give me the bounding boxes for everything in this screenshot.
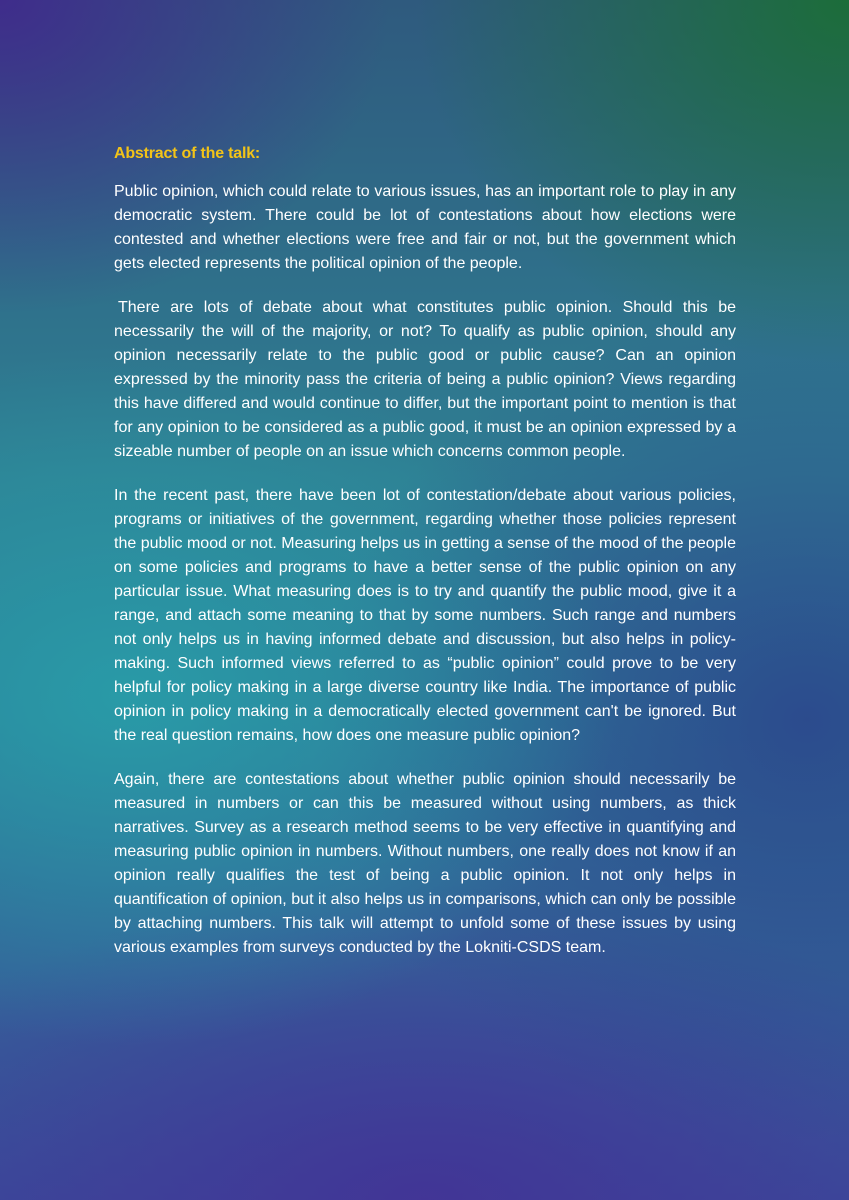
abstract-paragraph-1: Public opinion, which could relate to various issues, has an important role to play in any democratic system. There could be lot of contestations about how elections were contested and whether elections were free and fair or not, but the government which gets elected represents the political opinion of the people. xyxy=(114,183,736,272)
abstract-heading: Abstract of the talk: xyxy=(114,145,261,162)
abstract-paragraph-4: Again, there are contestations about whether public opinion should necessarily be measured in numbers or can this be measured without using numbers, as thick narratives. Survey as a research method seems to be very effective in quantifying and measuring public opinion in numbers. Without numbers, one really does not know if an opinion really qualifies the test of being a public opinion. It not only helps in quantification of opinion, but it also helps us in comparisons, which can only be possible by attaching numbers. This talk will attempt to unfold some of these issues by using various examples from surveys conducted by the Lokniti-CSDS team. xyxy=(114,771,736,956)
abstract-paragraph-2: There are lots of debate about what constitutes public opinion. Should this be necessarily the will of the majority, or not? To qualify as public opinion, should any opinion necessarily relate to the public good or public cause? Can an opinion expressed by the minority pass the criteria of being a public opinion? Views regarding this have differed and would continue to differ, but the important point to mention is that for any opinion to be considered as a public good, it must be an opinion expressed by a sizeable number of people on an issue which concerns common people. xyxy=(114,299,736,460)
abstract-paragraph-3: In the recent past, there have been lot of contestation/debate about various policies, programs or initiatives of the government, regarding whether those policies represent the public mood or not. Measuring helps us in getting a sense of the mood of the people on some policies and programs to have a better sense of the public opinion on any particular issue. What measuring does is to try and quantify the public mood, give it a range, and attach some meaning to that by some numbers. Such range and numbers not only helps us in having informed debate and discussion, but also helps in policy-making. Such informed views referred to as “public opinion” could prove to be very helpful for policy making in a large diverse country like India. The importance of public opinion in policy making in a democratically elected government can't be ignored. But the real question remains, how does one measure public opinion? xyxy=(114,487,736,744)
abstract-section xyxy=(114,145,736,980)
